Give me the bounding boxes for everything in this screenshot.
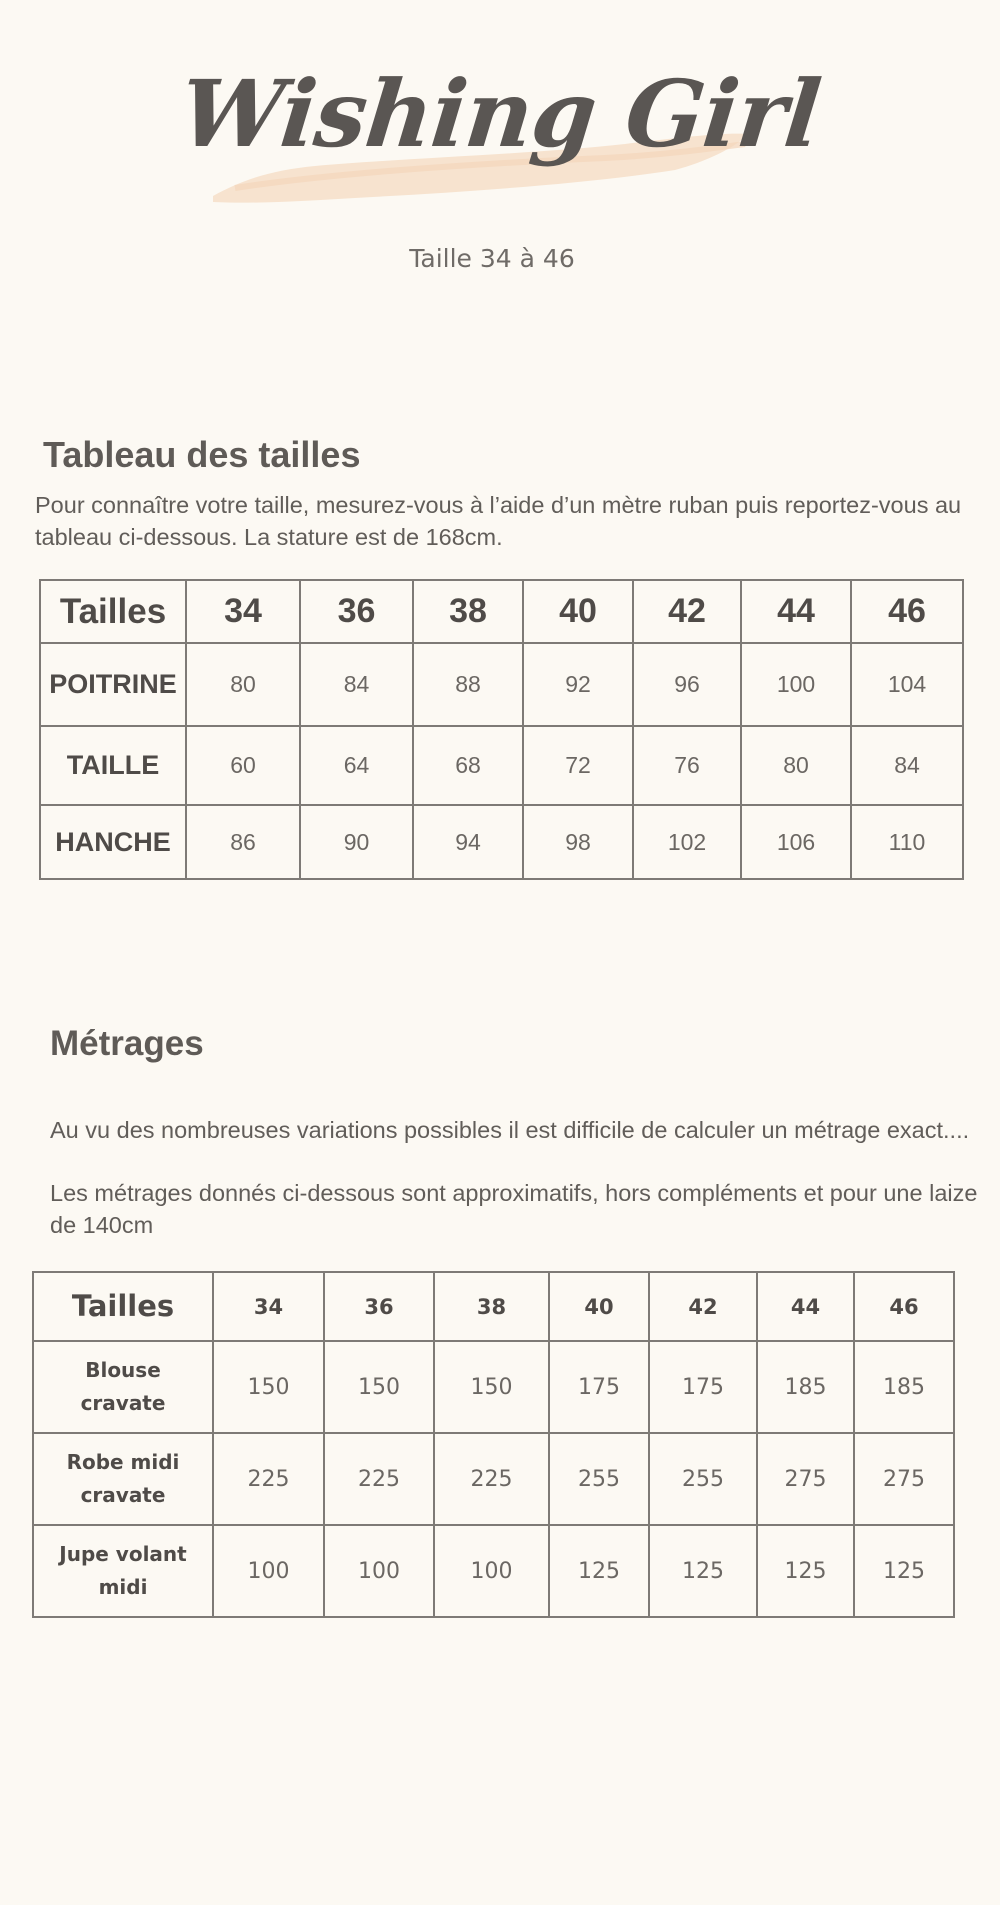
row-label-line: midi	[98, 1575, 148, 1599]
table-cell: 100	[434, 1525, 549, 1617]
table-cell: 150	[434, 1341, 549, 1433]
table-cell: 106	[741, 805, 851, 879]
table-cell: 90	[300, 805, 413, 879]
table-row	[40, 726, 963, 805]
yardage-title: Métrages	[50, 1024, 204, 1063]
table-cell: 96	[633, 643, 741, 726]
table-cell: 125	[549, 1525, 649, 1617]
header-cell: 36	[324, 1272, 434, 1341]
table-cell: 110	[851, 805, 963, 879]
size-chart-table	[39, 579, 964, 880]
table-row	[33, 1341, 954, 1433]
table-cell: 102	[633, 805, 741, 879]
yardage-table	[32, 1271, 955, 1618]
row-label: TAILLE	[40, 726, 186, 805]
header-cell: 34	[186, 580, 300, 643]
header-cell: 40	[523, 580, 633, 643]
table-cell: 98	[523, 805, 633, 879]
header-cell: Tailles	[40, 580, 186, 643]
table-cell: 125	[757, 1525, 854, 1617]
size-chart-intro: Pour connaître votre taille, mesurez-vous à l’aide d’un mètre ruban puis reportez-vous au tableau ci-dessous. La stature est de 168cm.	[35, 492, 962, 550]
table-cell: 94	[413, 805, 523, 879]
header-cell: 34	[213, 1272, 324, 1341]
table-cell: 275	[757, 1433, 854, 1525]
size-chart-title: Tableau des tailles	[43, 434, 361, 475]
table-cell: 76	[633, 726, 741, 805]
header-cell: 44	[757, 1272, 854, 1341]
table-cell: 100	[324, 1525, 434, 1617]
row-label	[33, 1525, 213, 1617]
yardage-header-row	[33, 1272, 954, 1341]
table-cell: 68	[413, 726, 523, 805]
table-cell: 150	[213, 1341, 324, 1433]
table-cell: 92	[523, 643, 633, 726]
table-row	[33, 1525, 954, 1617]
table-cell: 255	[549, 1433, 649, 1525]
table-cell: 185	[757, 1341, 854, 1433]
header-cell: 42	[633, 580, 741, 643]
row-label-line: cravate	[80, 1483, 166, 1507]
row-label: HANCHE	[40, 805, 186, 879]
size-chart-header-row	[40, 580, 963, 643]
header-cell: Tailles	[33, 1272, 213, 1341]
table-cell: 88	[413, 643, 523, 726]
table-cell: 125	[854, 1525, 954, 1617]
header-cell: 46	[851, 580, 963, 643]
header-cell: 38	[413, 580, 523, 643]
table-cell: 100	[213, 1525, 324, 1617]
table-cell: 185	[854, 1341, 954, 1433]
header-cell: 40	[549, 1272, 649, 1341]
table-cell: 86	[186, 805, 300, 879]
table-cell: 225	[213, 1433, 324, 1525]
table-cell: 60	[186, 726, 300, 805]
table-cell: 80	[186, 643, 300, 726]
row-label	[33, 1433, 213, 1525]
table-cell: 225	[434, 1433, 549, 1525]
row-label-line: Robe midi	[66, 1450, 180, 1474]
row-label: POITRINE	[40, 643, 186, 726]
table-cell: 100	[741, 643, 851, 726]
table-cell: 104	[851, 643, 963, 726]
header-cell: 42	[649, 1272, 757, 1341]
yardage-note: Au vu des nombreuses variations possibles il est difficile de calculer un métrage exact....	[50, 1117, 970, 1143]
table-cell: 255	[649, 1433, 757, 1525]
yardage-disclaimer: Les métrages donnés ci-dessous sont approximatifs, hors compléments et pour une laize de 140cm	[50, 1180, 978, 1238]
table-cell: 275	[854, 1433, 954, 1525]
table-cell: 125	[649, 1525, 757, 1617]
header-cell: 44	[741, 580, 851, 643]
table-cell: 72	[523, 726, 633, 805]
row-label	[33, 1341, 213, 1433]
row-label-line: cravate	[80, 1391, 166, 1415]
size-range-subtitle: Taille 34 à 46	[409, 244, 575, 273]
header-cell: 46	[854, 1272, 954, 1341]
row-label-line: Jupe volant	[59, 1542, 187, 1566]
table-cell: 84	[851, 726, 963, 805]
brand-logo: Wishing Girl	[175, 60, 825, 168]
table-cell: 225	[324, 1433, 434, 1525]
table-row	[40, 643, 963, 726]
table-row	[33, 1433, 954, 1525]
row-label-line: Blouse	[85, 1358, 161, 1382]
table-cell: 84	[300, 643, 413, 726]
header-cell: 36	[300, 580, 413, 643]
header-cell: 38	[434, 1272, 549, 1341]
table-cell: 175	[649, 1341, 757, 1433]
table-cell: 150	[324, 1341, 434, 1433]
table-cell: 80	[741, 726, 851, 805]
table-cell: 175	[549, 1341, 649, 1433]
table-cell: 64	[300, 726, 413, 805]
table-row	[40, 805, 963, 879]
